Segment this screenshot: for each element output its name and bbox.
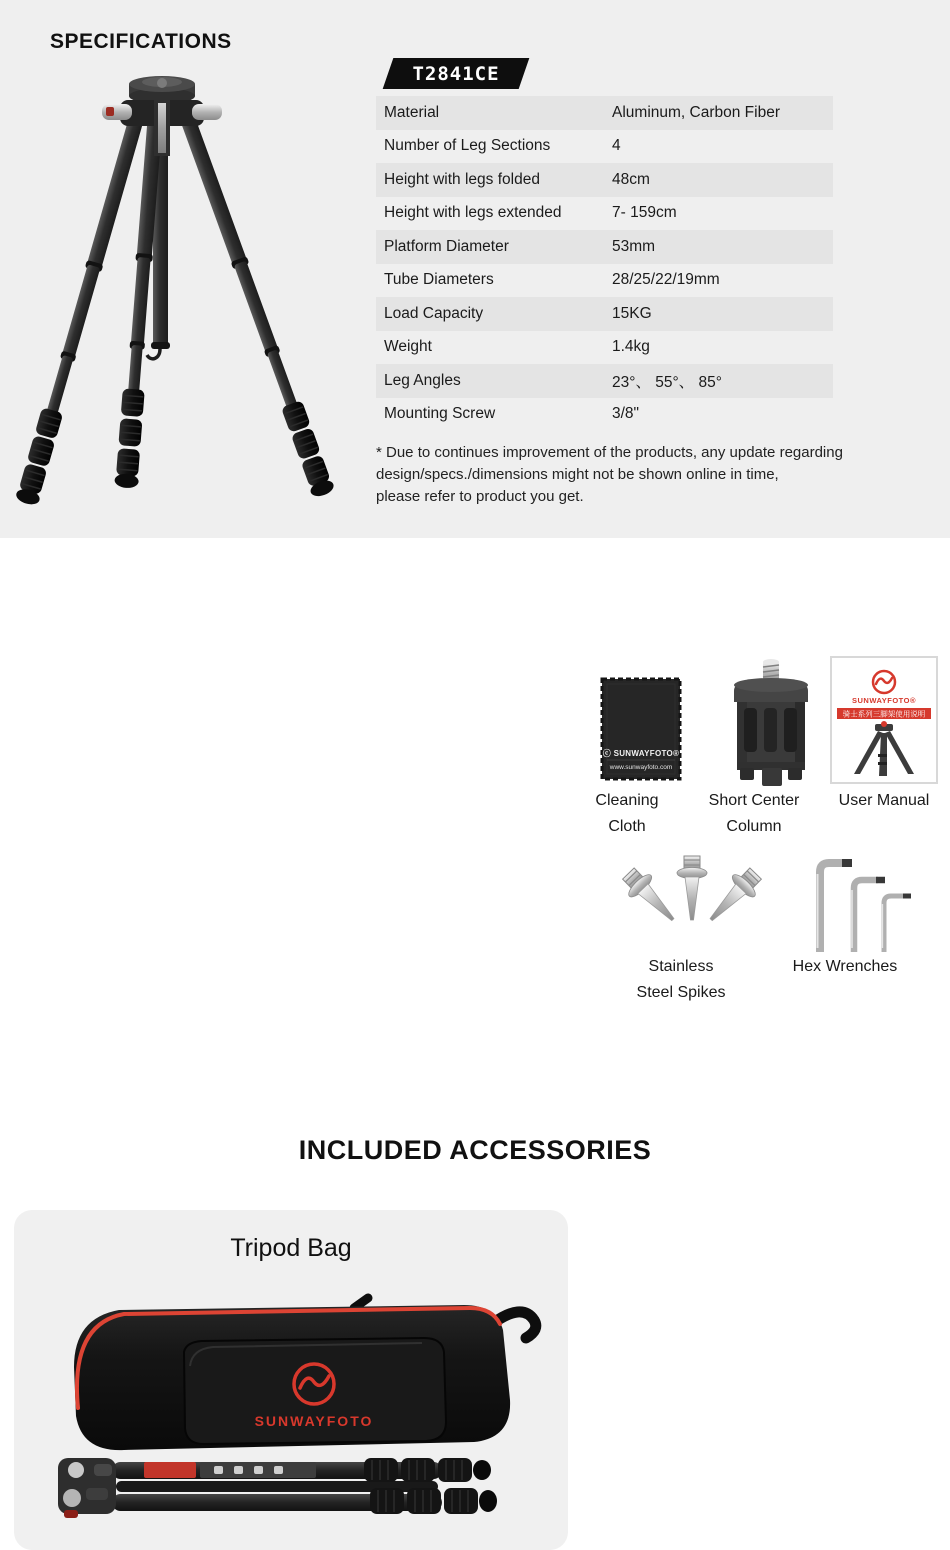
table-row	[376, 230, 833, 264]
spec-label: Height with legs folded	[384, 170, 540, 188]
table-row	[376, 297, 833, 331]
specifications-section	[0, 0, 950, 538]
manual-banner-text: 骑士系列三脚架使用说明	[842, 709, 926, 719]
user-manual-image	[830, 656, 938, 784]
cleaning-cloth-image	[597, 672, 685, 786]
disclaimer-line: * Due to continues improvement of the products, any update regarding	[376, 444, 843, 461]
short-center-column-label: Short Center Column	[708, 792, 800, 835]
table-row	[376, 96, 833, 130]
spec-value: 3/8"	[612, 405, 640, 423]
model-badge-label: T2841CE	[412, 62, 500, 85]
specifications-heading: SPECIFICATIONS	[50, 30, 232, 53]
table-row	[376, 364, 833, 398]
tripod-product-image	[2, 56, 354, 518]
spec-table	[376, 96, 833, 431]
spec-value: 23°、 55°、 85°	[612, 373, 722, 391]
accessories-heading: INCLUDED ACCESSORIES	[298, 1135, 652, 1165]
spec-value: 48cm	[612, 170, 650, 188]
spec-label: Tube Diameters	[384, 271, 494, 289]
spec-label: Platform Diameter	[384, 237, 509, 255]
short-center-column-image	[714, 654, 826, 790]
stainless-steel-spikes-image	[612, 850, 772, 958]
tripod-bag-panel	[14, 1210, 568, 1550]
user-manual-label: User Manual	[838, 792, 930, 809]
table-row	[376, 130, 833, 164]
spec-label: Height with legs extended	[384, 204, 562, 222]
table-row	[376, 331, 833, 365]
spec-label: Mounting Screw	[384, 405, 496, 423]
cloth-brand-text: ⓒ SUNWAYFOTO®	[602, 749, 680, 758]
table-row	[376, 264, 833, 298]
cleaning-cloth-label: Cleaning Cloth	[595, 792, 659, 835]
disclaimer-note	[376, 442, 936, 508]
hex-wrenches-image	[800, 848, 930, 960]
tripod-bag-label: Tripod Bag	[230, 1234, 352, 1262]
tripod-bag-image	[24, 1272, 558, 1540]
spec-value: 28/25/22/19mm	[612, 271, 720, 289]
spec-value: 4	[612, 137, 621, 155]
tripod-leg-right	[175, 110, 336, 499]
folded-tripod-image	[58, 1458, 497, 1518]
table-row	[376, 197, 833, 231]
spec-value: 15KG	[612, 304, 652, 322]
spec-label: Leg Angles	[384, 371, 461, 389]
hex-wrenches-label: Hex Wrenches	[792, 958, 898, 975]
manual-brand-text: SUNWAYFOTO®	[852, 696, 916, 705]
table-row	[376, 398, 833, 432]
model-badge	[388, 58, 524, 89]
spec-value: 7- 159cm	[612, 204, 677, 222]
bag-brand-text: SUNWAYFOTO	[254, 1413, 374, 1429]
spec-label: Load Capacity	[384, 304, 484, 322]
included-accessories-section	[0, 538, 950, 1429]
stainless-steel-spikes-label: Stainless Steel Spikes	[636, 958, 726, 1001]
cloth-url-text: www.sunwayfoto.com	[609, 764, 673, 771]
table-row	[376, 163, 833, 197]
spec-label: Number of Leg Sections	[384, 137, 551, 155]
spec-value: 53mm	[612, 237, 656, 255]
spec-label: Material	[384, 103, 440, 121]
spec-label: Weight	[384, 338, 432, 356]
tripod-leg-left	[14, 111, 149, 507]
disclaimer-line: design/specs./dimensions might not be shown online in time,	[376, 466, 779, 483]
disclaimer-line: please refer to product you get.	[376, 488, 584, 505]
spec-value: Aluminum, Carbon Fiber	[612, 103, 780, 121]
spec-value: 1.4kg	[612, 338, 650, 356]
